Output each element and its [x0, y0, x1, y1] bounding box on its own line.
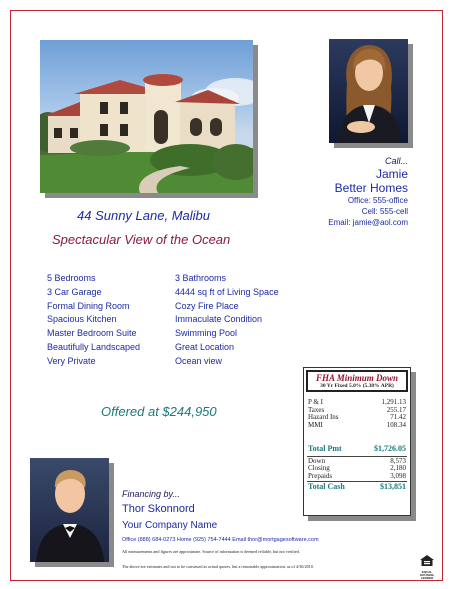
- fha-cost-rows: [304, 458, 410, 481]
- feature-item: 4444 sq ft of Living Space: [175, 286, 279, 297]
- fha-row: Closing 2,180: [308, 464, 406, 472]
- loan-officer-name: Thor Skonnord: [122, 503, 195, 515]
- loan-officer-portrait: [30, 458, 109, 562]
- feature-item: Cozy Fire Place: [175, 300, 239, 311]
- house-icon: [420, 555, 434, 566]
- call-label: Call...: [384, 156, 408, 166]
- features-right-column: [175, 272, 279, 369]
- disclaimer-estimates: The above are estimates and not to be construed as actual quotes, but a reasonable approximation, as of 4/30/2010.: [122, 564, 314, 569]
- offered-price: Offered at $244,950: [101, 404, 217, 419]
- agent-portrait: [329, 39, 408, 143]
- feature-item: Master Bedroom Suite: [47, 328, 137, 339]
- house-photo: [40, 40, 253, 193]
- disclaimer-measurements: All measurements and figures are approximate. Source of information is deemed reliable, but not verified.: [122, 549, 300, 554]
- feature-item: Ocean view: [175, 355, 223, 366]
- feature-item: Very Private: [47, 355, 96, 366]
- agent-email[interactable]: Email: jamie@aol.com: [328, 218, 408, 227]
- property-address: 44 Sunny Lane, Malibu: [77, 208, 210, 223]
- fha-total-payment: Total Pmt $1,726.05: [308, 444, 406, 453]
- agent-company: Better Homes: [334, 181, 408, 195]
- fha-row: P & I 1,291.13: [308, 398, 406, 406]
- fha-subtitle: 30 Yr Fixed 5.0% (5.38% APR): [320, 383, 394, 389]
- feature-item: Great Location: [175, 341, 235, 352]
- feature-item: 3 Bathrooms: [175, 273, 227, 283]
- fha-row: Prepaids 3,098: [308, 471, 406, 480]
- property-tagline: Spectacular View of the Ocean: [52, 232, 231, 247]
- features-left-column: [47, 272, 140, 369]
- fha-payment-box: [303, 367, 411, 516]
- feature-item: Beautifully Landscaped: [47, 341, 141, 352]
- feature-item: 5 Bedrooms: [47, 273, 96, 283]
- fha-payment-rows: [304, 399, 410, 429]
- feature-item: 3 Car Garage: [47, 286, 102, 297]
- feature-item: Immaculate Condition: [175, 314, 263, 325]
- fha-title: FHA Minimum Down: [315, 373, 399, 383]
- feature-item: Swimming Pool: [175, 328, 238, 339]
- agent-name: Jamie: [375, 167, 408, 181]
- agent-contact-block: [328, 156, 408, 228]
- fha-row: MMI 108.34: [308, 420, 406, 429]
- feature-item: Formal Dining Room: [47, 300, 130, 311]
- loan-officer-photo: [30, 458, 109, 562]
- financing-label: Financing by...: [122, 489, 180, 499]
- equal-housing-lender-logo: [417, 553, 437, 580]
- loan-officer-contact[interactable]: Office (888) 684-0273 Home (925) 754-7444 Email thor@mortgagesoftware.com: [122, 537, 319, 543]
- house-illustration: [40, 40, 253, 193]
- fha-row: Taxes 255.17: [308, 405, 406, 414]
- agent-cell-phone: Cell: 555-cell: [361, 207, 408, 216]
- agent-office-phone: Office: 555-office: [347, 196, 408, 205]
- fha-header: [306, 370, 408, 392]
- fha-total-cash: Total Cash $13,851: [308, 482, 406, 491]
- fha-row: Down 8,573: [308, 456, 406, 465]
- equal-housing-text: EQUAL HOUSING: [419, 570, 434, 577]
- loan-officer-company: Your Company Name: [122, 520, 218, 531]
- feature-item: Spacious Kitchen: [47, 314, 117, 325]
- lender-text: LENDER: [420, 576, 434, 580]
- agent-photo: [329, 39, 408, 143]
- fha-row: Hazard Ins 71.42: [308, 413, 406, 421]
